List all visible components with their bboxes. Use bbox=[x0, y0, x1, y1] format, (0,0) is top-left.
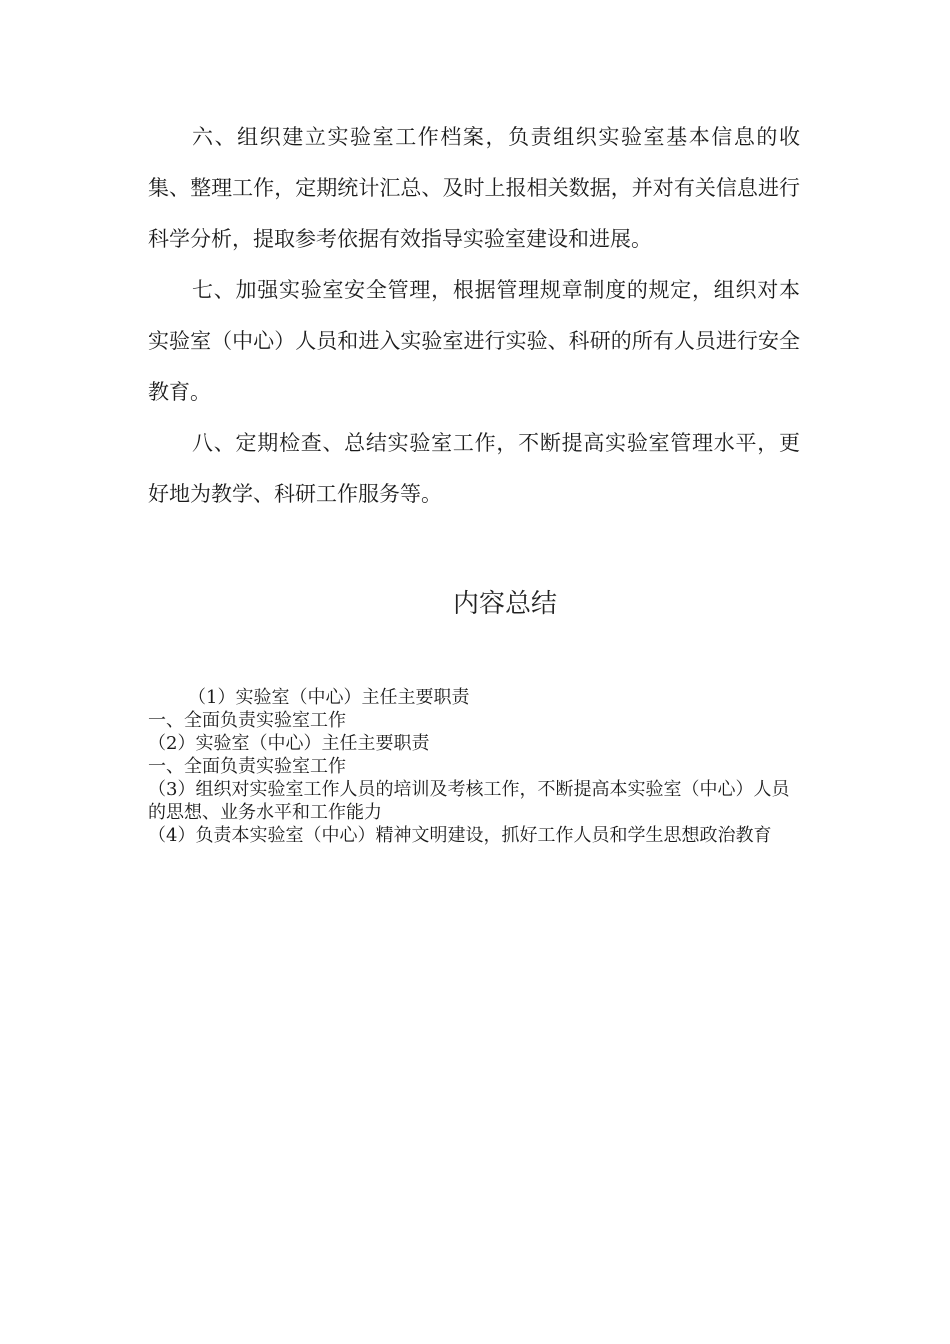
summary-line: （4）负责本实验室（中心）精神文明建设，抓好工作人员和学生思想政治教育 bbox=[148, 825, 772, 846]
paragraph-7: 七、加强实验室安全管理，根据管理规章制度的规定，组织对本实验室（中心）人员和进入实验室进行实验、科研的所有人员进行安全教育。 bbox=[148, 278, 800, 404]
summary-line: 一、全面负责实验室工作 bbox=[148, 710, 346, 731]
summary-line: （2）实验室（中心）主任主要职责 bbox=[148, 733, 430, 754]
summary-title: 内容总结 bbox=[452, 589, 557, 619]
paragraph-8: 八、定期检查、总结实验室工作，不断提高实验室管理水平，更好地为教学、科研工作服务等。 bbox=[148, 431, 800, 506]
summary-line: （3）组织对实验室工作人员的培训及考核工作，不断提高本实验室（中心）人员的思想、业务水平和工作能力 bbox=[148, 779, 790, 823]
summary-line: （1）实验室（中心）主任主要职责 bbox=[188, 687, 470, 708]
summary-section bbox=[148, 686, 804, 847]
paragraph-6: 六、组织建立实验室工作档案，负责组织实验室基本信息的收集、整理工作，定期统计汇总、及时上报相关数据，并对有关信息进行科学分析，提取参考依据有效指导实验室建设和进展。 bbox=[148, 125, 800, 251]
body-text bbox=[148, 112, 800, 520]
summary-line: 一、全面负责实验室工作 bbox=[148, 756, 346, 777]
